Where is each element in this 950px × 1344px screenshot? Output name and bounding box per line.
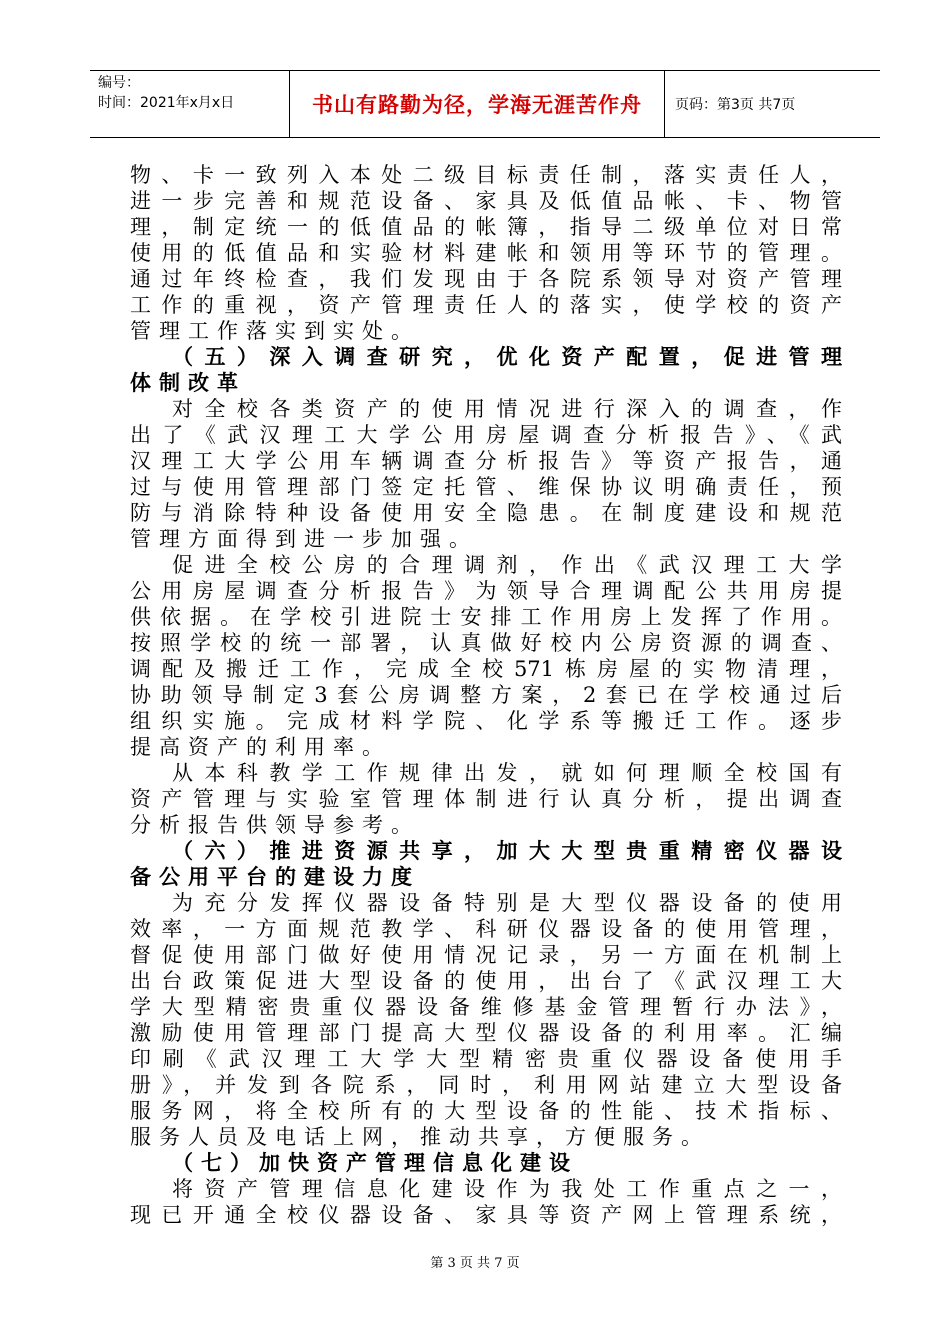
body-text-line: 组织实施。完成材料学院、化学系等搬迁工作。逐步 <box>130 709 842 733</box>
body-text-line: 为充分发挥仪器设备特别是大型仪器设备的使用 <box>172 891 842 915</box>
body-text-line: 按照学校的统一部署，认真做好校内公房资源的调查、 <box>130 631 842 655</box>
body-text-line: 公用房屋调查分析报告》为领导合理调配公共用房提 <box>130 579 842 603</box>
section-heading-line: （六）推进资源共享，加大大型贵重精密仪器设 <box>172 839 842 863</box>
body-text-line: 理，制定统一的低值品的帐簿，指导二级单位对日常 <box>130 215 842 239</box>
body-text-line: 管理方面得到进一步加强。 <box>130 527 478 551</box>
body-text-line: 激励使用管理部门提高大型仪器设备的利用率。汇编 <box>130 1021 842 1045</box>
section-heading-line: 体制改革 <box>130 371 246 395</box>
body-text-line: 通过年终检查，我们发现由于各院系领导对资产管理 <box>130 267 842 291</box>
body-text-line: 调配及搬迁工作，完成全校571栋房屋的实物清理， <box>130 657 842 681</box>
body-text-line: 提高资产的利用率。 <box>130 735 391 759</box>
body-text-line: 服务网，将全校所有的大型设备的性能、技术指标、 <box>130 1099 842 1123</box>
body-text-line: 印刷《武汉理工大学大型精密贵重仪器设备使用手 <box>130 1047 842 1071</box>
section-heading-line: （七）加快资产管理信息化建设 <box>172 1151 578 1175</box>
header-page-cell <box>665 71 880 137</box>
body-text-line: 从本科教学工作规律出发，就如何理顺全校国有 <box>172 761 842 785</box>
body-text-line: 进一步完善和规范设备、家具及低值品帐、卡、物管 <box>130 189 842 213</box>
page-label: 页码：第3页 共7页 <box>675 97 796 113</box>
body-text-line: 册》，并发到各院系，同时，利用网站建立大型设备 <box>130 1073 842 1097</box>
body-text-line: 过与使用管理部门签定托管、维保协议明确责任，预 <box>130 475 842 499</box>
body-text-line: 供依据。在学校引进院士安排工作用房上发挥了作用。 <box>130 605 842 629</box>
body-text-line: 学大型精密贵重仪器设备维修基金管理暂行办法》， <box>130 995 842 1019</box>
body-text-line: 效率，一方面规范教学、科研仪器设备的使用管理， <box>130 917 842 941</box>
body-text-line: 物、卡一致列入本处二级目标责任制，落实责任人， <box>130 163 842 187</box>
body-text-line: 协助领导制定3套公房调整方案，2套已在学校通过后 <box>130 683 842 707</box>
body-text-line: 资产管理与实验室管理体制进行认真分析，提出调查 <box>130 787 842 811</box>
header-motto-cell <box>290 71 665 137</box>
body-text-line: 防与消除特种设备使用安全隐患。在制度建设和规范 <box>130 501 842 525</box>
body-text-line: 出了《武汉理工大学公用房屋调查分析报告》、《武 <box>130 423 842 447</box>
body-text-line: 出台政策促进大型设备的使用，出台了《武汉理工大 <box>130 969 842 993</box>
body-text-line: 管理工作落实到实处。 <box>130 319 420 343</box>
body-text-line: 促进全校公房的合理调剂，作出《武汉理工大学 <box>172 553 842 577</box>
body-text-line: 服务人员及电话上网，推动共享，方便服务。 <box>130 1125 710 1149</box>
body-text-line: 使用的低值品和实验材料建帐和领用等环节的管理。 <box>130 241 842 265</box>
body-text-line: 现已开通全校仪器设备、家具等资产网上管理系统， <box>130 1203 842 1227</box>
body-text-line: 将资产管理信息化建设作为我处工作重点之一， <box>172 1177 842 1201</box>
motto: 书山有路勤为径，学海无涯苦作舟 <box>312 93 642 117</box>
document-body <box>130 162 842 1228</box>
section-heading-line: 备公用平台的建设力度 <box>130 865 420 889</box>
time-label: 时间：2021年x月x日 <box>98 95 235 111</box>
number-label: 编号： <box>98 75 140 91</box>
body-text-line: 分析报告供领导参考。 <box>130 813 420 837</box>
body-text-line: 工作的重视，资产管理责任人的落实，使学校的资产 <box>130 293 842 317</box>
body-text-line: 对全校各类资产的使用情况进行深入的调查，作 <box>172 397 842 421</box>
header-table <box>90 70 880 138</box>
header-meta <box>90 71 290 137</box>
body-text-line: 汉理工大学公用车辆调查分析报告》等资产报告，通 <box>130 449 842 473</box>
section-heading-line: （五）深入调查研究，优化资产配置，促进管理 <box>172 345 842 369</box>
body-text-line: 督促使用部门做好使用情况记录，另一方面在机制上 <box>130 943 842 967</box>
page-footer: 第 3 页 共 7 页 <box>430 1256 520 1271</box>
